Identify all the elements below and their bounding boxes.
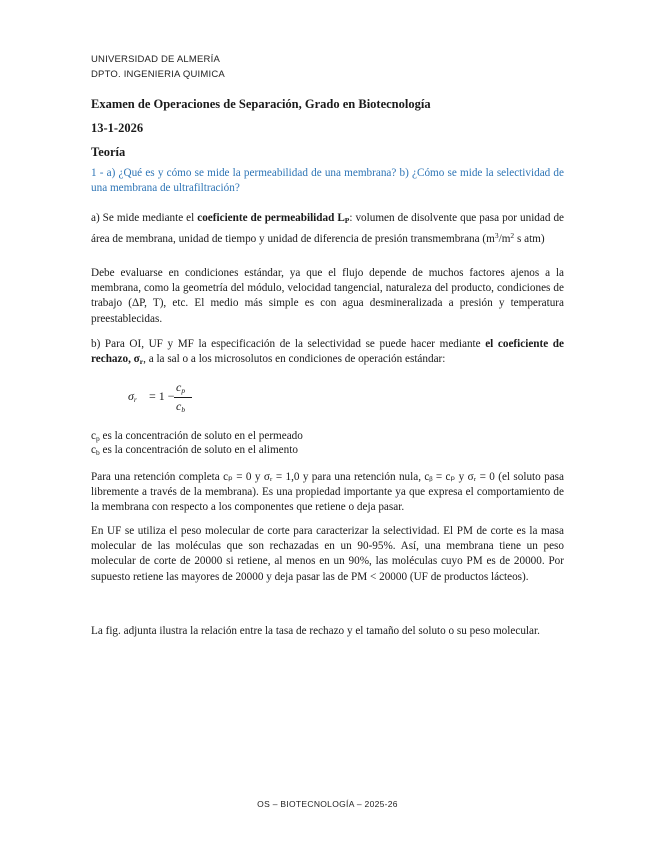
formula-lhs: $\sigma_r$ bbox=[128, 389, 137, 404]
university-name: UNIVERSIDAD DE ALMERÍA bbox=[91, 54, 220, 65]
answer-a-prefix: a) Se mide mediante el bbox=[91, 212, 198, 224]
answer-a-sup1: 3 bbox=[494, 231, 499, 241]
definition-permeate: $c_p$ es la concentración de soluto en el permeado bbox=[91, 430, 303, 443]
answer-a-bold-sub: P bbox=[344, 216, 350, 225]
formula-denominator: $c_b$ bbox=[176, 399, 186, 414]
paragraph-conditions: Debe evaluarse en condiciones estándar, ya que el flujo depende de muchos factores ajenos a la membrana, como la geometría del módulo, velocidad tangencial, naturaleza del producto, condiciones de trabajo (ΔP, T), etc. El medio más simple es con agua desmineralizada a presión y temperatura preestablecidas. bbox=[91, 267, 564, 325]
definition-feed: $c_b$ es la concentración de soluto en el alimento bbox=[91, 444, 298, 457]
department-name: DPTO. INGENIERIA QUIMICA bbox=[91, 69, 225, 80]
paragraph-fig: La fig. adjunta ilustra la relación entre la tasa de rechazo y el tamaño del soluto o su peso molecular. bbox=[91, 625, 540, 637]
answer-a-mid: /m bbox=[498, 233, 511, 246]
formula-equals: = 1 − bbox=[149, 389, 175, 403]
answer-b-bold: el coeficiente de rechazo, σ bbox=[91, 338, 564, 366]
answer-b-rest: , a la sal o a los microsolutos en condiciones de operación estándar: bbox=[143, 353, 446, 366]
answer-a-end: s atm) bbox=[514, 233, 545, 246]
exam-date: 13-1-2026 bbox=[91, 121, 144, 135]
answer-a-sup2: 2 bbox=[510, 231, 515, 241]
answer-b-prefix: b) Para OI, UF y MF la especificación de la selectividad se puede hacer mediante bbox=[91, 338, 486, 350]
answer-a-rest: : volumen de disolvente que pasa por unidad de área de membrana, unidad de tiempo y unidad de diferencia de presión transmembrana (m bbox=[91, 212, 564, 246]
answer-a-bold: coeficiente de permeabilidad L bbox=[197, 212, 345, 224]
formula-numerator: $c_p$ bbox=[176, 380, 186, 395]
paragraph-uf: En UF se utiliza el peso molecular de corte para caracterizar la selectividad. El PM de corte es la masa molecular de las moléculas que son rechazadas en un 90-95%. Así, una membrana tiene un peso molecular de corte de 20000 si retiene, al menos en un 90%, las moléculas cuyo PM es de 20000. Por supuesto retiene las mayores de 20000 y deja pasar las de PM < 20000 (UF de productos lácteos). bbox=[91, 525, 564, 583]
section-heading: Teoría bbox=[91, 145, 126, 159]
exam-title: Examen de Operaciones de Separación, Grado en Biotecnología bbox=[91, 97, 431, 111]
answer-b bbox=[91, 337, 564, 369]
paragraph-retention: Para una retención completa cₚ = 0 y σᵣ = 1,0 y para una retención nula, cᵦ = cₚ y σᵣ = 0 (el soluto pasa libremente a través de la membrana). Es una propiedad importante ya que expresa el comportamiento de la membrana con respecto a los componentes que retiene o deja pasar. bbox=[91, 471, 564, 514]
page-footer: OS – BIOTECNOLOGÍA – 2025-26 bbox=[257, 799, 398, 809]
question-text: 1 - a) ¿Qué es y cómo se mide la permeabilidad de una membrana? b) ¿Cómo se mide la selectividad de una membrana de ultrafiltración? bbox=[91, 167, 564, 195]
rejection-formula bbox=[128, 380, 248, 416]
fraction-bar bbox=[174, 397, 192, 398]
answer-a bbox=[91, 211, 564, 247]
answer-b-bold-sub: r bbox=[139, 357, 144, 367]
